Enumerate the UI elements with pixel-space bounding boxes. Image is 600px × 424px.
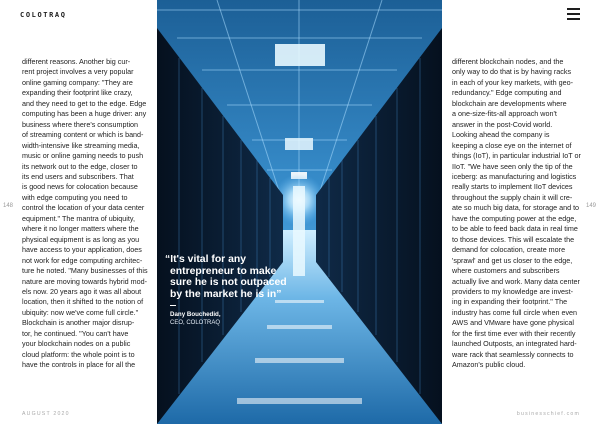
article-text-line: ubiquity: now we've come full circle." <box>22 307 139 317</box>
article-text-line: demand for colocation, create more <box>452 245 566 255</box>
article-text-line: music or online gaming needs to push <box>22 151 144 161</box>
article-text-line: a one-size-fits-all approach won't <box>452 109 557 119</box>
hamburger-menu-icon[interactable] <box>567 8 580 20</box>
article-text-line: actually live and work. Many data center <box>452 276 580 286</box>
article-text-line: ing in expanding their footprint." The <box>452 297 568 307</box>
article-text-line: width-intensive like streaming media, <box>22 140 140 150</box>
quote-divider <box>170 305 176 306</box>
article-text-line: 'sprawl' and get us closer to the edge, <box>452 255 573 265</box>
article-text-line: online gaming company: "They are <box>22 77 133 87</box>
article-text-line: control the location of your data center <box>22 203 145 213</box>
article-text-line: not work for edge computing architec- <box>22 255 143 265</box>
article-text-line: with edge computing you need to <box>22 192 128 202</box>
article-text-line: AWS and VMware have gone physical <box>452 318 574 328</box>
publication-logo[interactable]: COLOTRAQ <box>20 11 67 19</box>
article-text-line: iceberg: as manufacturing and logistics <box>452 171 577 181</box>
article-text-line: of streaming content or which is band- <box>22 130 144 140</box>
article-text-line: redundancy." Edge computing and <box>452 88 562 98</box>
article-text-line: things (IoT), in particular industrial IoT or <box>452 151 581 161</box>
article-text-line: cloud platform: the whole point is to <box>22 349 135 359</box>
article-text-line: IIoT. "We have seen only the tip of the <box>452 161 573 171</box>
article-text-line: equipment." The mantra of ubiquity, <box>22 213 135 223</box>
article-text-line: location, then it shifted to the notion of <box>22 297 144 307</box>
article-text-line: where customers and subscribers <box>452 266 560 276</box>
article-text-line: for the first time ever with their recently <box>452 328 576 338</box>
article-text-line: your blockchain nodes on a public <box>22 339 131 349</box>
article-text-line: Blockchain is another major disrup- <box>22 318 135 328</box>
article-text-line: throughout the supply chain it will cre- <box>452 192 573 202</box>
pull-quote-line: entrepreneur to make <box>170 265 277 277</box>
article-text-line: industry has come full circle when even <box>452 307 578 317</box>
menu-bar-line <box>567 13 580 15</box>
article-text-line: Amazon's public cloud. <box>452 360 526 370</box>
article-text-line: physical equipment is as long as you <box>22 234 140 244</box>
article-text-line: tor, he continued. "You can't have <box>22 328 129 338</box>
article-column-right <box>452 57 582 371</box>
article-text-line: have the computing power at the edge, <box>452 213 577 223</box>
article-text-line: where it no longer matters where the <box>22 224 139 234</box>
article-text-line: ture he noted. "Many businesses of this <box>22 266 148 276</box>
menu-bar-line <box>567 18 580 20</box>
article-text-line: expanding their footprint like crazy, <box>22 88 133 98</box>
article-text-line: its end users and subscribers. That <box>22 171 134 181</box>
article-text-line: providers to my knowledge are invest- <box>452 286 574 296</box>
article-text-line: computing has been a huge driver: any <box>22 109 147 119</box>
article-text-line: in each of your key markets, with geo- <box>452 77 574 87</box>
pull-quote-line: by the market he is in” <box>170 288 282 300</box>
article-text-line: have the controls in place for all the <box>22 360 136 370</box>
article-text-line: to those devices. This will escalate the <box>452 234 575 244</box>
footer-website-link[interactable]: businesschief.com <box>516 411 580 417</box>
article-text-line: els now. 20 years ago it was all about <box>22 286 142 296</box>
page-number-right: 149 <box>585 203 596 209</box>
article-text-line: its network out to the edge, closer to <box>22 161 138 171</box>
article-text-line: Looking ahead the company is <box>452 130 550 140</box>
page-number-left: 148 <box>3 203 14 209</box>
article-text-line: different blockchain nodes, and the <box>452 57 564 66</box>
quote-attribution-role: CEO, COLOTRAQ <box>170 320 221 326</box>
data-center-corridor-image <box>157 0 442 424</box>
pull-quote <box>165 254 315 300</box>
article-text-line: to be able to feed back data in real time <box>452 224 578 234</box>
pull-quote-line: “It's vital for any <box>165 254 246 265</box>
pull-quote-line: sure he is not outpaced <box>170 277 287 289</box>
article-text-line: ate so much big data, for storage and to <box>452 203 580 213</box>
article-text-line: really starts to implement IIoT devices <box>452 182 573 192</box>
article-text-line: ware rack that seamlessly connects to <box>452 349 574 359</box>
article-text-line: business where there's consumption <box>22 119 139 129</box>
article-text-line: rent project involves a very popular <box>22 67 134 77</box>
article-column-left <box>22 57 152 371</box>
article-text-line: nature are moving towards hybrid mod- <box>22 276 148 286</box>
quote-attribution-name: Dany Bouchedid, <box>170 311 221 318</box>
article-text-line: answer in the post-Covid world. <box>452 119 553 129</box>
article-text-line: different reasons. Another big cur- <box>22 57 131 66</box>
article-text-line: blockchain are developments where <box>452 98 567 108</box>
article-text-line: only way to do that is by having racks <box>452 67 572 77</box>
article-text-line: is good news for colocation because <box>22 182 138 192</box>
article-text-line: keeping a close eye on the internet of <box>452 140 572 150</box>
footer-issue-date: AUGUST 2020 <box>22 411 70 417</box>
menu-bar-line <box>567 8 580 10</box>
article-text-line: have access to your application, does <box>22 245 142 255</box>
article-text-line: and they need to get to the edge. Edge <box>22 98 147 108</box>
article-text-line: launched Outposts, an integrated hard- <box>452 339 577 349</box>
